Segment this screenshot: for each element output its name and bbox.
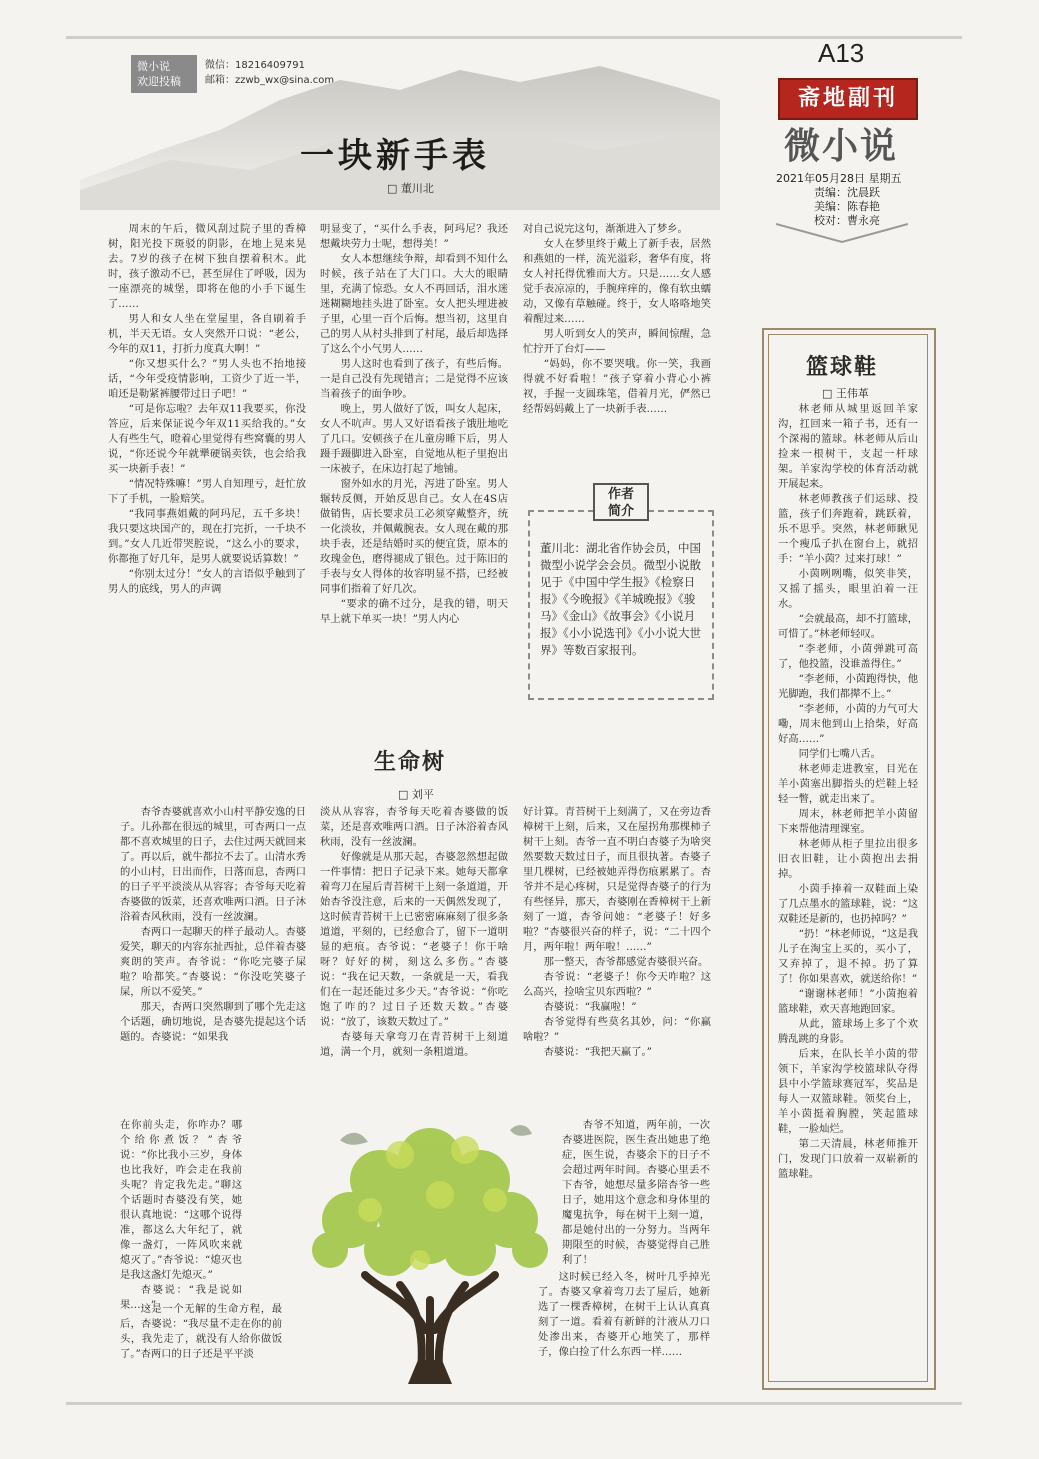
supplement-brand-logo: 斋地副刊 [778, 78, 918, 120]
paragraph: 后来，在队长羊小茵的带领下，羊家沟学校篮球队夺得县中小学篮球赛冠军，奖品是每人一双篮球鞋。领奖台上，羊小茵挺着胸膛，笑起篮球鞋，一脸灿烂。 [778, 1048, 918, 1135]
story3-column [778, 402, 918, 1182]
paragraph: “情况特殊嘛！”男人自知理亏，赶忙放下了手机，一脸赔笑。 [108, 478, 306, 505]
paragraph: 杏婆每天拿弯刀在青苔树干上刻道道，满一个月，就刻一条粗道道。 [320, 1031, 508, 1058]
paragraph: 杏两口的日子还是平平淡 [140, 1348, 254, 1360]
story-author: □ 刘平 [398, 788, 434, 801]
intro-label-line: 简介 [607, 504, 634, 519]
paragraph: 从此，篮球场上多了个欢腾乱跳的身影。 [778, 1018, 918, 1045]
paragraph: “要求的确不过分，是我的错，明天早上就下单买一块！”男人内心 [320, 598, 508, 625]
page-number: A13 [818, 38, 865, 68]
tree-illustration [280, 1100, 580, 1390]
paragraph: 林老师走进教室，目光在羊小茵塞出脚指头的烂鞋上轻轻一瞥，就走出来了。 [778, 763, 918, 805]
story-author: □ 王伟革 [822, 387, 869, 400]
story-author: □ 董川北 [387, 182, 434, 195]
paragraph: 窗外如水的月光，泻进了卧室。男人辗转反侧，开始反思自己。女人在4S店做销售，店长要求员工必须穿戴整齐，统一化淡妆，并佩戴腕表。女人现在戴的那块手表，还是结婚时买的便宜货，原本的玫瑰金色，磨得褪成了银色。过于陈旧的手表与女人得体的妆容明显不搭，已经被同事们指着了好几次。 [320, 478, 508, 595]
bottom-rule [66, 1402, 962, 1405]
paragraph: 第二天清晨，林老师推开门，发现门口放着一双崭新的篮球鞋。 [778, 1138, 918, 1180]
story2-column-1-wrap [120, 1118, 242, 1313]
paragraph: 那一整天，杏爷都感觉杏婆很兴奋。 [543, 956, 709, 968]
paragraph: 男人和女人坐在堂屋里，各自刷着手机，半天无语。女人突然开口说：“老公，今年的双11，打折力度真大啊！” [108, 313, 306, 355]
wechat-contact: 微信：18216409791 [205, 60, 305, 71]
story-title: 篮球鞋 [806, 355, 879, 380]
paragraph: 这是一个无解的生命方程，最后，杏婆说：“我尽量不走在你的前头，我先走了，就没有人给你做饭了。” [120, 1303, 282, 1360]
paragraph: “谢谢林老师！”小茵抱着篮球鞋，欢天喜地跑回家。 [778, 988, 918, 1015]
paragraph: “李老师，小茵跑得快，他光脚跑，我们都撵不上。” [778, 673, 918, 700]
paragraph: “会就最高，却不打篮球，可惜了。”林老师轻叹。 [778, 613, 918, 640]
paragraph: “扔！”林老师说，“这是我儿子在淘宝上买的，买小了，又弃掉了，退不掉。扔了算了！你如果喜欢，就送给你！” [778, 928, 918, 985]
author-intro-label [593, 483, 649, 521]
story1-column-3 [523, 222, 711, 417]
paragraph: 杏婆说：“我把天赢了。” [543, 1046, 652, 1058]
section-name: 微小说 [784, 126, 899, 167]
paragraph: 林老师从城里返回羊家沟，扛回来一箱子书，还有一个深褐的篮球。林老师从后山捡来一根树干，支起一杆球架。羊家沟学校的体育活动就开展起来。 [778, 403, 918, 490]
paragraph: 同学们七嘴八舌。 [798, 748, 881, 760]
paragraph: 好像就是从那天起，杏婆忽然想起做一件事情：把日子记录下来。她每天都拿着弯刀在屋后青苔树干上刻一条道道，开始杏爷没注意，后来的一天偶然发现了，这时候青苔树干上已密密麻麻刻了很多条道道，平刻的，已经愈合了，留下一道明显的疤痕。杏爷说：“老婆子！你干啥呀？好好的树，刻这么多伤。”杏婆说：“我在记天数，一条就是一天，看我们在一起还能过多少天。”杏爷说：“你吃饱了咋的？过日子还数天数。”杏婆说：“放了，该数天数过了。” [320, 851, 508, 1028]
issue-meta [776, 172, 902, 228]
proofreader-credit: 校对：曹永亮 [814, 214, 880, 227]
paragraph: 杏爷杏婆就喜欢小山村平静安逸的日子。儿孙都在很远的城里，可杏两口一点都不喜欢城里的日子，去住过两天就回来了。再以后，就牛都拉不去了。山清水秀的小山村，日出而作，日落而息，杏两口的日子平平淡淡从从容容；杏爷每天吃着杏婆做的饭菜，还喜欢唯两口酒。日子沐浴着杏风秋雨，没有一丝波澜。 [120, 806, 306, 923]
paragraph: 林老师教孩子们运球、投篮，孩子们奔跑着，跳跃着，乐不思乎。突然，林老师瞅见一个瘦瓜子扒在窗台上，就招手：“羊小茵？过来打球！” [778, 493, 918, 565]
paragraph: 周末，林老师把羊小茵留下来帮他清理课室。 [778, 808, 918, 835]
paragraph: 周末的午后，微风刮过院子里的香樟树，阳光投下斑驳的阴影，在地上晃来晃去。7岁的孩子在树下独自摆着积木。此时，孩子激动不已，甚至屏住了呼吸，因为一座漂亮的城堡，即将在他的小手下诞生了…… [108, 223, 306, 310]
paragraph: 男人听到女人的笑声，瞬间惊醒，急忙拧开了台灯—— [523, 328, 711, 355]
paragraph: “你别太过分！”女人的言语似乎触到了男人的底线，男人的声调 [108, 568, 306, 595]
paragraph: “李老师，小茵弹跳可高了，他投篮，没谁盖得住。” [778, 643, 918, 670]
badge-line: 欢迎投稿 [137, 75, 181, 88]
paragraph: 好计算。青苔树干上刻满了，又在旁边香樟树干上刻，后来，又在屋拐角那棵柿子树干上刻。杏爷一直不明白杏婆子为啥突然要数天数过日子，而且很执著。杏婆子里几棵树，已经被她弄得伤痕累累了。杏爷并不是心疼树，只是觉得杏婆子的行为有些怪异，那天，杏婆刚在香樟树干上新刻了一道，杏爷问她：“老婆子！好多啦？”杏婆很兴奋的样子，说：“二十四个月，两年啦！两年啦！……” [523, 806, 711, 953]
story2-column-3-wrap [562, 1118, 710, 1268]
paragraph: 这时候已经入冬，树叶几乎掉光了。杏婆又拿着弯刀去了屋后，她新选了一棵香樟树，在树干上认认真真刻了一道。看着有新鲜的汁液从刀口处渗出来，杏婆开心地笑了，那样子，像白捡了什么东西一样…… [538, 1271, 710, 1358]
story-title: 生命树 [374, 750, 447, 775]
paragraph: “你又想买什么？”男人头也不抬地接话，“今年受疫情影响，工资少了近一半，咱还是勒紧裤腰带过日子吧！” [108, 358, 306, 400]
designer-credit: 美编：陈春艳 [814, 200, 880, 213]
chevron-divider-icon [776, 222, 908, 244]
paragraph: 杏两口一起聊天的样子最动人。杏婆爱笑，聊天的内容东扯西扯，总伴着杏婆爽朗的笑声。杏爷说：“你吃完婆子屎啦？哈都笑。”杏婆说：“你没吃笑婆子屎，所以不爱笑。” [120, 926, 306, 998]
story-title: 一块新手表 [300, 136, 490, 176]
paragraph: “妈妈，你不要哭哦。你一笑，我画得就不好看啦！”孩子穿着小背心小裤衩，手握一支圆珠笔，借着月光，俨然已经帮妈妈戴上了一块新手表…… [523, 358, 711, 415]
paragraph: 晚上，男人做好了饭，叫女人起床，女人不吭声。男人又好语看孩子饿肚地吃了几口。安顿孩子在儿童房睡下后，男人蹑手蹑脚进入卧室，自觉地从柜子里抱出一床被子，在床边打起了地铺。 [320, 403, 508, 475]
paragraph: 小茵手捧着一双鞋面上染了几点墨水的篮球鞋，说：“这双鞋还是新的，也扔掉吗？” [778, 883, 918, 925]
paragraph: 杏爷说：“老婆子！你今天咋啦？这么高兴，捡啥宝贝东西啦？” [523, 971, 711, 998]
paragraph: 那天，杏两口突然聊到了哪个先走这个话题，确切地说，是杏婆先提起这个话题的。杏婆说：“如果我 [120, 1001, 306, 1043]
story1-column-1 [108, 222, 306, 597]
paragraph: 在你前头走，你咋办？哪个给你煮饭？”杏爷说：“你比我小三岁，身体也比我好，咋会走在我前头呢？肯定我先走。”聊这个话题时杏婆没有笑，她很认真地说：“这哪个说得准，都这么大年纪了，就像一盏灯，一阵风吹来就熄灭了。”杏爷说：“熄灭也是我这盏灯先熄灭。” [120, 1119, 242, 1281]
issue-date: 2021年05月28日 星期五 [776, 172, 902, 185]
paragraph: 杏爷不知道，两年前，一次杏婆进医院，医生查出她患了绝症，医生说，杏婆余下的日子不会超过两年时间。杏婆心里丢不下杏爷，她想尽量多陪杏爷一些日子，她用这个意念和身体里的魔鬼抗争，每在树干上刻一道，都是她付出的一分努力。当两年期限至的时候，杏婆觉得自己胜利了！ [562, 1119, 710, 1266]
paragraph: 林老师从柜子里拉出很多旧衣旧鞋，让小茵抱出去捐掉。 [778, 838, 918, 880]
paragraph: 男人这时也看到了孩子，有些后悔。一是自己没有先现错言；二是觉得不应该当着孩子的面争吵。 [320, 358, 508, 400]
paragraph: 明显变了，“买什么手表，阿玛尼？我还想戴块劳力士呢，想得美！” [320, 223, 508, 250]
paragraph: “我同事燕姐戴的阿玛尼，五千多块！我只要这块国产的，现在打完折，一千块不到。”女人几近带哭腔说，“这么小的要求，你都拖了好几年，是男人就要说话算数！” [108, 508, 306, 565]
story2-column-1-end [120, 1347, 306, 1362]
story1-column-2 [320, 222, 508, 627]
paragraph: 杏爷觉得有些莫名其妙，问：“你赢啥啦？” [523, 1016, 711, 1043]
paragraph: 女人在梦里终于戴上了新手表，居然和燕姐的一样，流光溢彩，奢华有度，将女人衬托得优雅而大方。只是……女人感觉手表凉凉的，手腕痒痒的，像有软虫蠕动，又像有草触碰。终于，女人咯咯地笑着醒过来…… [523, 238, 711, 325]
author-intro-text: 董川北：湖北省作协会员，中国微型小说学会会员。微型小说散见于《中国中学生报》《检察日报》《今晚报》《羊城晚报》《骏马》《金山》《故事会》《小说月报》《小小说选刊》《小小说大世界》等数百家报刊。 [540, 541, 701, 657]
story2-column-3 [523, 805, 711, 1060]
story2-column-1 [120, 805, 306, 1045]
paragraph: 女人本想继续争辩，却看到不知什么时候，孩子站在了大门口。大大的眼睛里，充满了惊恐。女人不再回话，泪水迷迷糊糊地挂头进了卧室。女人把头埋进被子里，心里一百个后悔。想当初，这里自己的男人从村头排到了村尾，最后却选择了这么个小气男人…… [320, 253, 508, 355]
paragraph: 小茵咧咧嘴，似笑非笑，又摇了摇头，眼里泊着一汪水。 [778, 568, 918, 610]
paragraph: 淡从从容容，杏爷每天吃着杏婆做的饭菜，还是喜欢唯两口酒。日子沐浴着杏风秋雨，没有一丝波澜。 [320, 806, 508, 848]
email-contact: 邮箱：zzwb_wx@sina.com [205, 75, 335, 86]
editor-credit: 责编：沈晨跃 [814, 186, 880, 199]
paragraph: 对自己说完这句，渐渐进入了梦乡。 [523, 223, 688, 235]
paragraph: 杏婆说：“我是说如果……” [120, 1284, 242, 1311]
intro-label-line: 作者 [607, 487, 634, 502]
paragraph: “李老师，小茵的力气可大嘞，周末他到山上拾柴，好高好高……” [778, 703, 918, 745]
paragraph: “可是你忘啦？去年双11我要买，你没答应，后来保证说今年双11买给我的。”女人有些生气，瞪着心里觉得有些窝囊的男人说，“你还说今年就犟硬锅卖铁，也会给我买一块新手表！” [108, 403, 306, 475]
story2-column-2 [320, 805, 508, 1060]
paragraph: 杏婆说：“我赢啦！” [543, 1001, 637, 1013]
badge-line: 微小说 [137, 60, 170, 73]
